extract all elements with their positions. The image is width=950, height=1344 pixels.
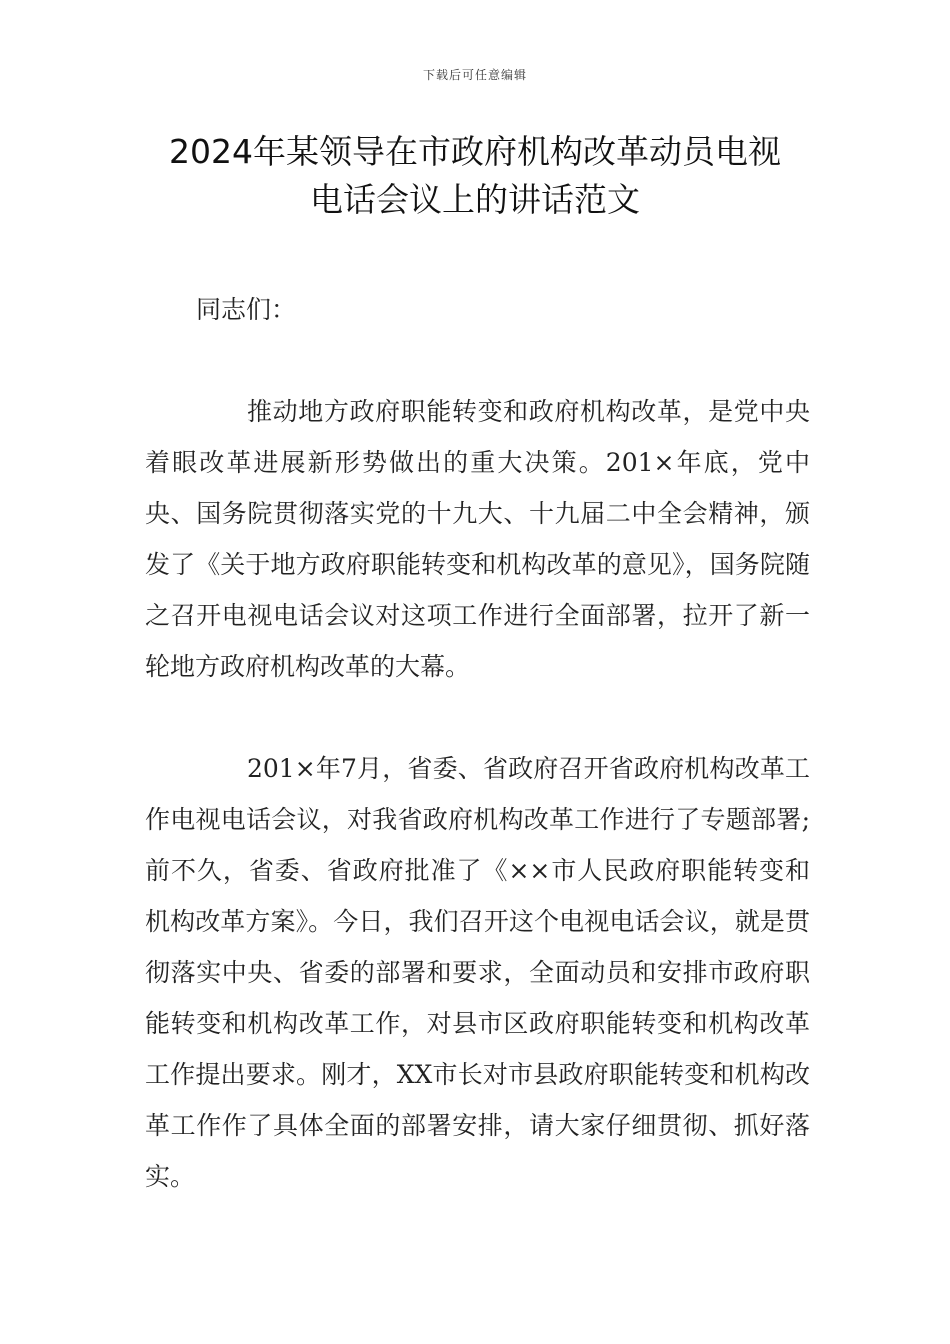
- paragraph-1: 推动地方政府职能转变和政府机构改革，是党中央着眼改革进展新形势做出的重大决策。201×年底，党中央、国务院贯彻落实党的十九大、十九届二中全会精神，颁发了《关于地方政府职能转变和机构改革的意见》，国务院随之召开电视电话会议对这项工作进行全面部署，拉开了新一轮地方政府机构改革的大幕。: [145, 397, 810, 681]
- title-line-2: 电话会议上的讲话范文: [310, 180, 640, 219]
- title-line-1: 2024年某领导在市政府机构改革动员电视: [169, 132, 781, 171]
- paragraph-2: 201×年7月，省委、省政府召开省政府机构改革工作电视电话会议，对我省政府机构改革工作进行了专题部署;前不久，省委、省政府批准了《××市人民政府职能转变和机构改革方案》。今日，我们召开这个电视电话会议，就是贯彻落实中央、省委的部署和要求，全面动员和安排市政府职能转变和机构改革工作，对县市区政府职能转变和机构改革工作提出要求。刚才，XX市长对市县政府职能转变和机构改革工作作了具体全面的部署安排，请大家仔细贯彻、抓好落实。: [145, 754, 810, 1191]
- salutation: 同志们：: [196, 295, 297, 324]
- document-body: [145, 284, 810, 1202]
- header-note: 下载后可任意编辑: [422, 68, 527, 82]
- document-title: [130, 128, 820, 224]
